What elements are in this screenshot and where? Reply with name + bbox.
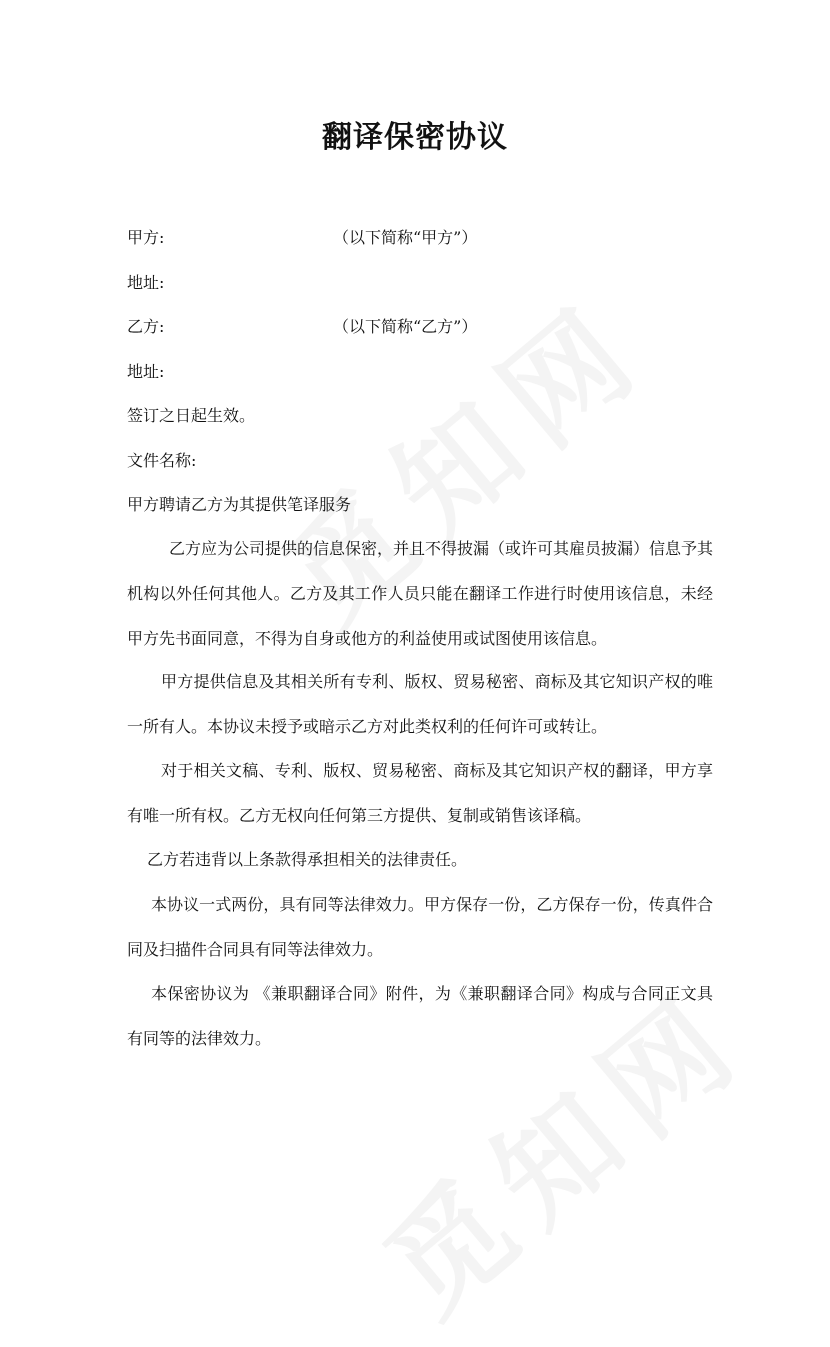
ownership-paragraph: 甲方提供信息及其相关所有专利、版权、贸易秘密、商标及其它知识产权的唯一所有人。本协议未授予或暗示乙方对此类权利的任何许可或转让。 xyxy=(127,672,713,736)
document-title: 翻译保密协议 xyxy=(322,120,508,155)
party-b-address-label: 地址: xyxy=(127,362,165,381)
party-b-label: 乙方: xyxy=(127,317,165,336)
copies-paragraph: 本协议一式两份，具有同等法律效力。甲方保存一份，乙方保存一份，传真件合同及扫描件合同具有同等法律效力。 xyxy=(127,895,713,959)
party-a-address-label: 地址: xyxy=(127,273,165,292)
effective-line: 签订之日起生效。 xyxy=(127,406,256,425)
file-name-label: 文件名称: xyxy=(127,451,197,470)
translation-rights-paragraph: 对于相关文稿、专利、版权、贸易秘密、商标及其它知识产权的翻译，甲方享有唯一所有权。乙方无权向任何第三方提供、复制或销售该译稿。 xyxy=(127,761,713,825)
annex-paragraph: 本保密协议为 《兼职翻译合同》附件，为《兼职翻译合同》构成与合同正文具有同等的法律效力。 xyxy=(127,984,713,1048)
party-a-note: （以下简称“甲方”） xyxy=(333,228,478,247)
party-a-label: 甲方: xyxy=(127,228,165,247)
party-b-note: （以下简称“乙方”） xyxy=(333,317,478,336)
confidentiality-paragraph: 乙方应为公司提供的信息保密，并且不得披漏（或许可其雇员披漏）信息予其机构以外任何其他人。乙方及其工作人员只能在翻译工作进行时使用该信息，未经甲方先书面同意，不得为自身或他方的利益使用或试图使用该信息。 xyxy=(127,539,714,648)
service-line: 甲方聘请乙方为其提供笔译服务 xyxy=(127,495,352,514)
liability-paragraph: 乙方若违背以上条款得承担相关的法律责任。 xyxy=(147,850,468,869)
